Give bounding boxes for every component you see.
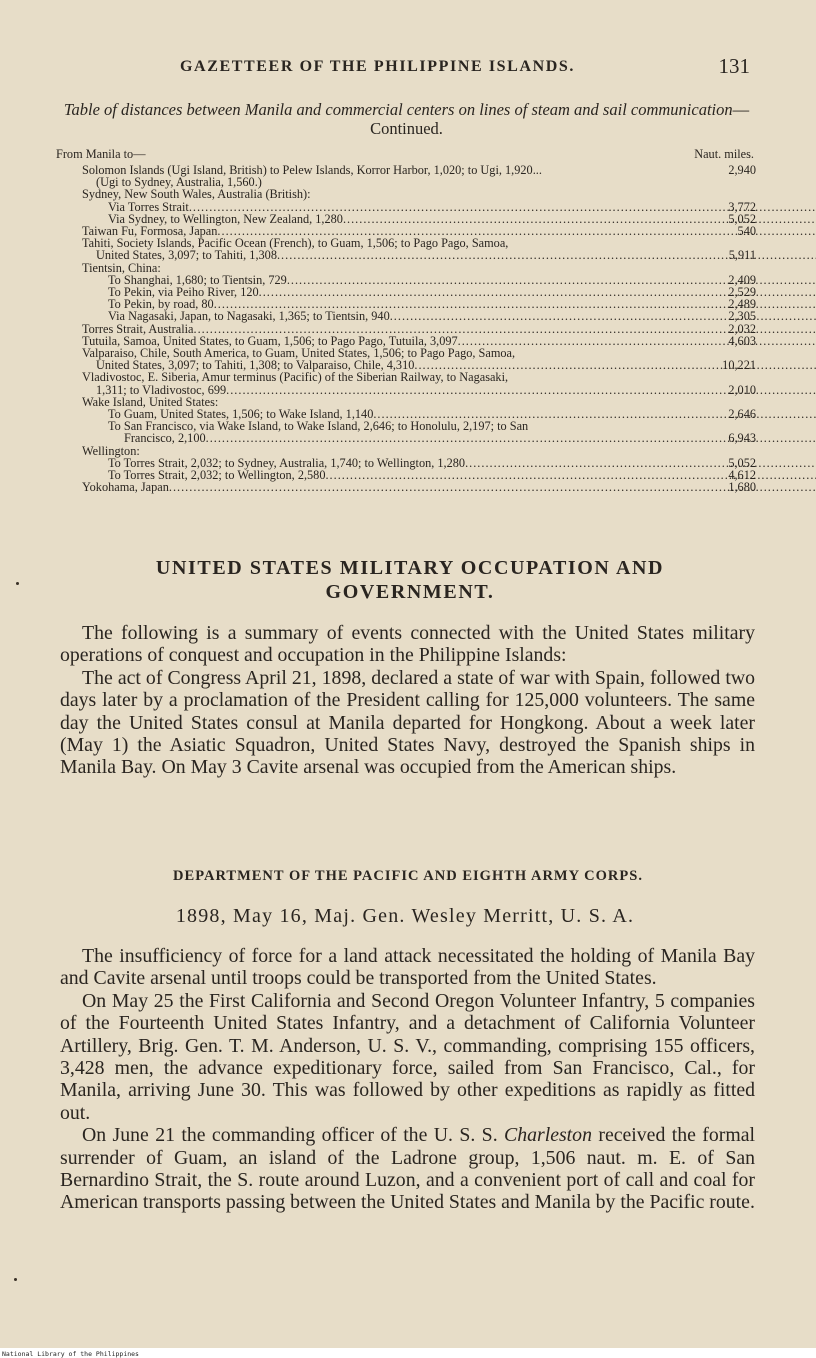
running-header — [180, 54, 750, 80]
row-distance: 2,529 — [728, 285, 756, 300]
running-title: GAZETTEER OF THE PHILIPPINE ISLANDS. — [180, 58, 576, 75]
row-distance: 1,680 — [728, 480, 756, 495]
row-destination: Wake Island, United States: — [82, 394, 219, 409]
row-destination-text: Yokohama, Japan — [82, 480, 169, 495]
row-distance: 2,940 — [728, 163, 756, 177]
row-destination-text: United States, 3,097; to Tahiti, 1,308; to Valparaiso, Chile, 4,310 — [96, 358, 415, 373]
row-destination-text: Torres Strait, Australia — [82, 321, 194, 336]
paragraph: On May 25 the First California and Second Oregon Volunteer Infantry, 5 companies of the Fourteenth United States Infantry, and a detachment of California Volunteer Artillery, Brig. Gen. T. M. Anderson, U. S. V., commanding, comprising 155 officers, 3,428 men, the advance expeditionary force, sailed from San Francisco, Cal., for Manila, arriving June 30. This was followed by other expeditions as rapidly as fitted out. — [60, 989, 755, 1124]
row-distance: 540 — [737, 224, 756, 239]
row-distance: 5,052 — [728, 455, 756, 470]
paragraph-text: On June 21 the commanding officer of the U. S. S. — [82, 1124, 505, 1147]
row-distance: 2,010 — [728, 382, 756, 397]
column-nautical-miles: Naut. miles. — [694, 147, 754, 161]
row-destination — [82, 481, 704, 493]
row-destination-text: To Torres Strait, 2,032; to Wellington, 2,580 — [108, 468, 326, 483]
row-distance: 5,911 — [728, 248, 756, 263]
row-destination-text: Tutuila, Samoa, United States, to Guam, 1,506; to Pago Pago, Tutuila, 3,097 — [82, 333, 458, 348]
row-destination-text: Via Torres Strait — [108, 199, 189, 214]
paper-speck — [16, 582, 19, 585]
table-caption-suffix: —Continued. — [370, 100, 750, 138]
row-distance: 2,646 — [728, 407, 756, 422]
table-caption-italic: Table of distances between Manila and commercial centers on lines of steam and sail communication — [63, 100, 733, 119]
table-caption — [54, 100, 759, 138]
row-distance: 4,612 — [728, 468, 756, 483]
row-distance: 6,943 — [728, 431, 756, 446]
row-distance: 5,052 — [728, 211, 756, 226]
row-destination-text: Via Nagasaki, Japan, to Nagasaki, 1,365; to Tientsin, 940 — [108, 309, 390, 324]
row-distance: 2,305 — [728, 309, 756, 324]
row-destination-text: To Shanghai, 1,680; to Tientsin, 729 — [108, 272, 287, 287]
row-distance: 10,221 — [722, 358, 756, 373]
section-heading-military-occupation: UNITED STATES MILITARY OCCUPATION AND GOVERNMENT. — [155, 557, 665, 603]
row-destination: Valparaiso, Chile, South America, to Guam, United States, 1,506; to Pago Pago, Samoa, — [82, 346, 516, 361]
row-destination: Wellington: — [82, 443, 140, 458]
date-line: 1898, May 16, Maj. Gen. Wesley Merritt, U. S. A. — [175, 905, 635, 927]
paragraph: The insufficiency of force for a land attack necessitated the holding of Manila Bay and Cavite arsenal until troops could be transported from the United States. — [60, 945, 755, 990]
paragraph: The following is a summary of events connected with the United States military operations of conquest and occupation in the Philippine Islands: — [60, 622, 755, 667]
section-military-occupation-text — [60, 622, 755, 779]
ship-name: Charleston — [504, 1124, 592, 1147]
paper-speck — [14, 1278, 17, 1281]
row-destination-text: Taiwan Fu, Formosa, Japan — [82, 224, 218, 239]
row-distance: 4,603 — [728, 333, 756, 348]
row-destination-text: Via Sydney, to Wellington, New Zealand, 1,280 — [108, 211, 343, 226]
row-destination-text: United States, 3,097; to Tahiti, 1,308 — [96, 248, 277, 263]
row-destination: Vladivostoc, E. Siberia, Amur terminus (Pacific) of the Siberian Railway, to Nagasaki, — [82, 370, 509, 385]
footer-credit: National Library of the Philippines — [2, 1350, 139, 1358]
row-destination: Tientsin, China: — [82, 260, 161, 275]
row-distance: 2,489 — [728, 297, 756, 312]
row-destination-text: To Guam, United States, 1,506; to Wake Island, 1,140 — [108, 407, 374, 422]
row-destination-text: Francisco, 2,100 — [124, 431, 206, 446]
table-rows — [56, 164, 756, 493]
row-destination — [96, 249, 704, 261]
row-destination: Tahiti, Society Islands, Pacific Ocean (French), to Guam, 1,506; to Pago Pago, Samoa, — [82, 236, 509, 251]
row-destination: (Ugi to Sydney, Australia, 1,560.) — [96, 175, 262, 190]
row-distance: 2,032 — [728, 321, 756, 336]
row-distance: 3,772 — [728, 199, 756, 214]
column-destination: From Manila to— — [56, 147, 146, 161]
page-number: 131 — [718, 54, 750, 78]
row-destination-text: To Torres Strait, 2,032; to Sydney, Australia, 1,740; to Wellington, 1,280 — [108, 455, 466, 470]
row-destination — [124, 432, 704, 444]
table-row — [56, 481, 756, 493]
section-heading-department-pacific: DEPARTMENT OF THE PACIFIC AND EIGHTH ARMY CORPS. — [173, 868, 643, 884]
row-destination: To San Francisco, via Wake Island, to Wake Island, 2,646; to Honolulu, 2,197; to San — [108, 419, 529, 434]
row-distance: 2,409 — [728, 272, 756, 287]
paragraph: The act of Congress April 21, 1898, declared a state of war with Spain, followed two days later by a proclamation of the President calling for 125,000 volunteers. The same day the United States consul at Manila departed for Hongkong. About a week later (May 1) the Asiatic Squadron, United States Navy, destroyed the Spanish ships in Manila Bay. On May 3 Cavite arsenal was occupied from the American ships. — [60, 666, 755, 779]
row-destination-text: To Pekin, by road, 80 — [108, 297, 214, 312]
table-column-header — [56, 148, 756, 164]
row-destination-text: 1,311; to Vladivostoc, 699 — [96, 382, 227, 397]
section-department-pacific-text — [60, 945, 755, 1214]
table-row — [56, 249, 756, 261]
paragraph-text: received the formal surrender of Guam, an island of the Ladrone group, 1,506 naut. m. E. of San Bernardino Strait, the S. route around Luzon, and a convenient port of call and coal for American transports passing between the United States and Manila by the Pacific route. — [60, 1124, 756, 1214]
row-destination: Sydney, New South Wales, Australia (British): — [82, 187, 311, 202]
paragraph — [60, 1124, 755, 1214]
table-row — [56, 432, 756, 444]
row-destination-text: To Pekin, via Peiho River, 120 — [108, 285, 259, 300]
distance-table — [56, 148, 756, 493]
row-destination: Solomon Islands (Ugi Island, British) to Pelew Islands, Korror Harbor, 1,020; to Ugi, 1,920... — [82, 163, 542, 177]
